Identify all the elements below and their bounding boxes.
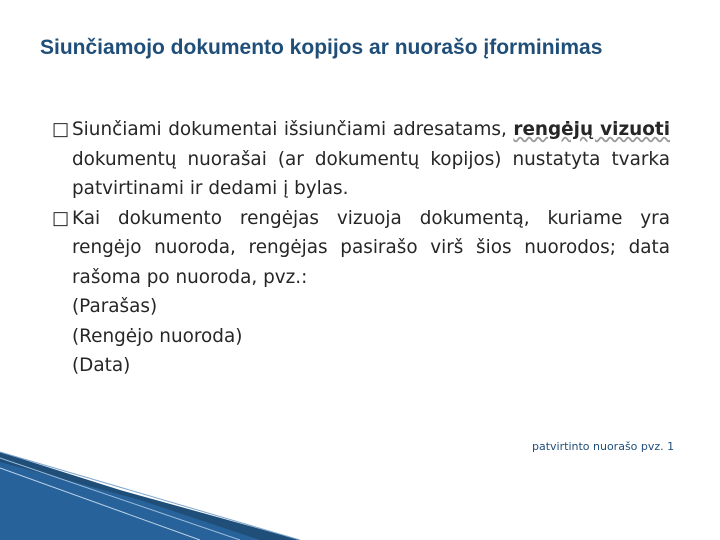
slide-title: Siunčiamojo dokumento kopijos ar nuorašo įforminimas xyxy=(40,36,603,59)
bullet-item-2 xyxy=(52,204,670,381)
bullet-1-emphasis: rengėjų vizuoti xyxy=(513,119,670,140)
example-link[interactable]: patvirtinto nuorašo pvz. 1 xyxy=(532,440,675,453)
date-line: (Data) xyxy=(72,355,131,376)
bullet-1-suffix: dokumentų nuorašai (ar dokumentų kopijos) nustatyta tvarka patvirtinami ir dedami į bylas. xyxy=(72,148,670,199)
bullet-1-prefix: Siunčiami dokumentai išsiunčiami adresatams, xyxy=(72,119,514,140)
checkbox-bullet-icon: □ xyxy=(52,119,70,140)
reference-line: (Rengėjo nuoroda) xyxy=(72,325,243,347)
slide-body xyxy=(52,115,670,381)
bullet-2-text: Kai dokumento rengėjas vizuoja dokumentą, kuriame yra rengėjo nuoroda, rengėjas pasirašo virš šios nuorodos; data rašoma po nuoroda, pvz.: xyxy=(72,207,670,288)
decorative-swoosh-icon xyxy=(0,440,720,540)
checkbox-bullet-icon: □ xyxy=(52,207,70,229)
bullet-item-1 xyxy=(52,115,670,204)
signature-line: (Parašas) xyxy=(72,296,158,317)
